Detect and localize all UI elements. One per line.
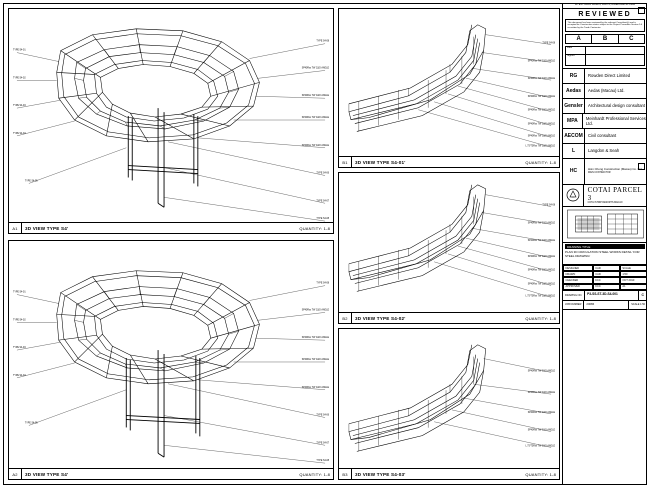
meta-size-value: A1 [620, 284, 647, 290]
review-field-date-label: Date [566, 47, 586, 54]
svg-text:SP40Rxx TW C&O ANGLE: SP40Rxx TW C&O ANGLE [527, 411, 556, 414]
scalebar-label: SCALE 1:50 [628, 301, 647, 309]
sig-value-approved: KCC [593, 284, 620, 290]
panel-label-4: 3D VIEW TYPE S4-02' [355, 315, 406, 321]
svg-text:TYPE S4-05: TYPE S4-05 [24, 180, 38, 183]
svg-text:SP40Rxx TW C&O ANGLE: SP40Rxx TW C&O ANGLE [301, 337, 330, 340]
job-number-value: 20086 [586, 302, 595, 307]
panel-label-2: 3D VIEW TYPE S4' [25, 471, 69, 477]
drawing-number-row [563, 291, 647, 301]
svg-text:SP40Rxx TW C&O ANGLE: SP40Rxx TW C&O ANGLE [527, 370, 556, 373]
panel-title-bar-5 [339, 468, 559, 479]
consultant-logo-aedas: Aedas [563, 84, 585, 98]
meta-scale-value: 1:50 [620, 271, 647, 277]
canopy-3d-drawing-bottom [9, 241, 333, 479]
consultant-name-rg: Rowden Direct Limited [588, 73, 631, 79]
meta-scale: SCALE [620, 265, 647, 271]
signature-rows [563, 265, 647, 290]
panel-3d-view-s4-top[interactable] [8, 8, 334, 234]
panel-qty-3: QUANTITY: 1-8 [525, 159, 556, 165]
panel-3d-view-s4-03[interactable] [338, 328, 560, 480]
panel-title-bar-4 [339, 312, 559, 323]
panel-3d-view-s4-bottom[interactable] [8, 240, 334, 480]
consultant-row-gensler[interactable] [563, 99, 647, 114]
panel-qty-2: QUANTITY: 1-8 [299, 471, 330, 477]
title-block [562, 3, 647, 485]
panel-title-bar-1 [9, 222, 333, 233]
consultant-name-aecom: Civil consultant [588, 133, 617, 139]
panel-label-5: 3D VIEW TYPE S4-03' [355, 471, 406, 477]
key-plan-drawing [565, 208, 646, 240]
titleblock-top-note: 1F. EST. BLDG WORKS, PART A, ANNEXURE 3D VIEW [563, 3, 647, 9]
review-field-signed-value [586, 55, 644, 65]
consultant-name-langdon: Langdon & Seah [588, 148, 620, 154]
svg-text:SP40Rxx TW C&O ANGLE: SP40Rxx TW C&O ANGLE [527, 123, 556, 126]
drawing-number-value: P3-SS-ST-3D-S4-001 [587, 292, 618, 297]
review-field-date-value [586, 47, 644, 54]
client-name: COTAI PARCEL 3 [587, 186, 643, 203]
panel-bubble-2: A2 [9, 469, 22, 479]
svg-text:SP40Rxx TW C&O ANGLE: SP40Rxx TW C&O ANGLE [527, 78, 556, 81]
svg-text:TYPE S4-08: TYPE S4-08 [316, 282, 330, 285]
review-stamp-heading: REVIEWED [578, 10, 632, 18]
svg-text:TYPE S4-02: TYPE S4-02 [12, 319, 26, 322]
svg-text:TYPE S4-08: TYPE S4-08 [542, 42, 556, 45]
contractor-logo: HC [563, 159, 585, 184]
canopy-3d-drawing-top [9, 9, 333, 233]
svg-text:TYPE S4-01: TYPE S4-01 [12, 291, 26, 294]
consultant-logo-langdon: L [563, 144, 585, 158]
panel-bubble-3: B1 [339, 157, 352, 167]
svg-text:TYPE S4-07: TYPE S4-07 [316, 200, 330, 203]
svg-text:TYPE S4-06: TYPE S4-06 [316, 172, 330, 175]
panel-qty-5: QUANTITY: 1-8 [525, 471, 556, 477]
svg-text:SP40Rxx TW C&O ANGLE: SP40Rxx TW C&O ANGLE [527, 222, 556, 225]
svg-text:TYPE S4-04: TYPE S4-04 [12, 132, 26, 135]
consultant-logo-meinhardt: MPA [563, 114, 583, 128]
svg-text:SP40Rxx TW C&O ANGLE: SP40Rxx TW C&O ANGLE [301, 309, 330, 312]
client-logo-icon [563, 185, 584, 206]
svg-text:TYPE S4-07: TYPE S4-07 [316, 442, 330, 445]
svg-text:SP40Rxx TW C&O ANGLE: SP40Rxx TW C&O ANGLE [527, 392, 556, 395]
svg-text:TYPE S4-08: TYPE S4-08 [316, 40, 330, 43]
main-contractor-row [563, 159, 647, 185]
panel-bubble-4: B2 [339, 313, 352, 323]
svg-text:TYPE S4-01: TYPE S4-01 [12, 49, 26, 52]
consultant-checkbox-langdon[interactable] [638, 7, 645, 14]
panel-bubble-1: A1 [9, 223, 22, 233]
drawing-title-row [563, 243, 647, 265]
consultant-name-meinhardt: Meinhardt Professional Services Ltd. [585, 115, 646, 126]
panel-label-3: 3D VIEW TYPE S4-01' [355, 159, 406, 165]
drawing-title-label: DRAWING TITLE [565, 244, 645, 249]
review-field-signed[interactable] [565, 55, 645, 66]
svg-text:SP40Rxx TW C&O ANGLE: SP40Rxx TW C&O ANGLE [527, 240, 556, 243]
review-field-date[interactable] [565, 46, 645, 55]
truss-detail-3 [339, 329, 559, 479]
drawing-rev-value: C [638, 291, 647, 300]
panel-3d-view-s4-01[interactable] [338, 8, 560, 168]
svg-text:SP40Rxx TW C&O ANGLE: SP40Rxx TW C&O ANGLE [301, 359, 330, 361]
drawing-title-text: PLAN 3D CIRCULATION STEEL WORKS DETAIL 'FOR STEEL DRAWING' [565, 249, 640, 258]
svg-text:SP40Rxx TW C&O ANGLE: SP40Rxx TW C&O ANGLE [527, 429, 556, 432]
consultant-row-aedas[interactable] [563, 84, 647, 99]
drawing-number-label: DRAWING NO. [563, 291, 585, 300]
svg-text:SP40Rxx TW C&O ANGLE: SP40Rxx TW C&O ANGLE [527, 269, 556, 272]
svg-text:SP40Rxx TW C&O ANGLE: SP40Rxx TW C&O ANGLE [527, 255, 556, 258]
svg-text:SP40Rxx TW C&O ANGLE: SP40Rxx TW C&O ANGLE [527, 109, 556, 112]
consultant-name-aedas: Aedas (Macau) Ltd. [588, 88, 625, 94]
review-column-b[interactable]: B [592, 34, 618, 44]
consultant-name-gensler: Architectural design consultant [588, 103, 646, 109]
client-row [563, 185, 647, 207]
panel-bubble-5: B3 [339, 469, 352, 479]
contractor-role: MAIN CONTRACTOR [588, 172, 611, 175]
panel-qty-1: QUANTITY: 1-8 [299, 225, 330, 231]
svg-text:SP40Rxx TW C&O ANGLE: SP40Rxx TW C&O ANGLE [301, 386, 330, 389]
sig-value-checked: KCC [593, 277, 620, 283]
svg-text:L 75*75Rxx TW C&O ANGLE: L 75*75Rxx TW C&O ANGLE [525, 145, 556, 148]
svg-text:TYPE S4-08: TYPE S4-08 [316, 460, 330, 463]
svg-text:SP40Rxx TW C&O ANGLE: SP40Rxx TW C&O ANGLE [301, 144, 330, 147]
svg-text:TYPE S4-06: TYPE S4-06 [316, 414, 330, 417]
consultant-row-meinhardt[interactable] [563, 114, 647, 129]
svg-text:SP40Rxx TW C&O ANGLE: SP40Rxx TW C&O ANGLE [527, 135, 556, 138]
svg-text:SP40Rxx TW C&O ANGLE: SP40Rxx TW C&O ANGLE [301, 67, 330, 70]
sig-label-checked: CHECKED [563, 277, 593, 283]
client-sub: COTAI STRIP RESORTS MACAO [587, 202, 623, 205]
svg-text:SP40Rxx TW C&O ANGLE: SP40Rxx TW C&O ANGLE [301, 95, 330, 98]
job-number-label: JOB NUMBER [563, 301, 584, 309]
svg-text:SP40Rxx TW C&O ANGLE: SP40Rxx TW C&O ANGLE [301, 117, 330, 120]
review-status-columns[interactable] [565, 34, 645, 44]
svg-text:TYPE S4-03: TYPE S4-03 [12, 347, 26, 350]
review-field-signed-label: Signed [566, 55, 586, 65]
panel-3d-view-s4-02[interactable] [338, 172, 560, 324]
truss-detail-2 [339, 173, 559, 323]
sig-label-drawn: DRAWN [563, 271, 593, 277]
svg-text:TYPE S4-02: TYPE S4-02 [12, 77, 26, 80]
venetian-lion-icon [566, 188, 580, 202]
svg-text:TYPE S4-08: TYPE S4-08 [316, 218, 330, 221]
consultant-logo-rg: RG [563, 69, 585, 83]
truss-detail-1 [339, 9, 559, 167]
svg-text:TYPE S4-04: TYPE S4-04 [12, 374, 26, 377]
consultant-logo-gensler: Gensler [563, 99, 585, 113]
panel-qty-4: QUANTITY: 1-8 [525, 315, 556, 321]
svg-text:SP40Rxx TW C&O ANGLE: SP40Rxx TW C&O ANGLE [527, 60, 556, 63]
panel-title-bar-2 [9, 468, 333, 479]
panel-label-1: 3D VIEW TYPE S4' [25, 225, 69, 231]
svg-text:TYPE S4-08: TYPE S4-08 [542, 204, 556, 207]
sig-label-designed: DESIGNED [563, 265, 593, 271]
svg-text:TYPE S4-05: TYPE S4-05 [24, 422, 38, 425]
sig-value-drawn: CAD [593, 271, 620, 277]
job-number-row [563, 301, 647, 310]
consultant-row-rg[interactable] [563, 69, 647, 84]
meta-date-value: OCT 2010 [620, 277, 647, 283]
panel-title-bar-3 [339, 156, 559, 167]
sig-label-approved: APPROVED [563, 284, 593, 290]
key-plan[interactable] [563, 207, 647, 243]
consultant-row-langdon[interactable] [563, 144, 647, 159]
consultant-logo-aecom: AECOM [563, 129, 585, 143]
review-stamp [563, 9, 647, 69]
sig-value-designed: CAD [593, 265, 620, 271]
contractor-checkbox[interactable] [638, 163, 645, 170]
svg-text:TYPE S4-03: TYPE S4-03 [12, 105, 26, 108]
svg-text:L 75*75Rxx TW C&O ANGLE: L 75*75Rxx TW C&O ANGLE [525, 295, 556, 298]
svg-text:SP40Rxx TW C&O ANGLE: SP40Rxx TW C&O ANGLE [527, 283, 556, 286]
svg-text:L 75*75Rxx TW C&O ANGLE: L 75*75Rxx TW C&O ANGLE [525, 445, 556, 448]
contractor-name: Hsin Chong Construction (Macau) Co. Ltd. [588, 166, 643, 171]
svg-text:SP40Rxx TW C&O ANGLE: SP40Rxx TW C&O ANGLE [527, 95, 556, 98]
review-stamp-body: This document has been reviewed by the relevant Consultant(s) and is accepted for Construction status subject to the Project Procedure Section 5.4 as written by the Trade Contractor. [567, 21, 643, 29]
signature-grid [563, 265, 647, 291]
consultant-row-aecom[interactable] [563, 129, 647, 144]
review-column-a[interactable]: A [565, 34, 592, 44]
review-column-c[interactable]: C [619, 34, 645, 44]
